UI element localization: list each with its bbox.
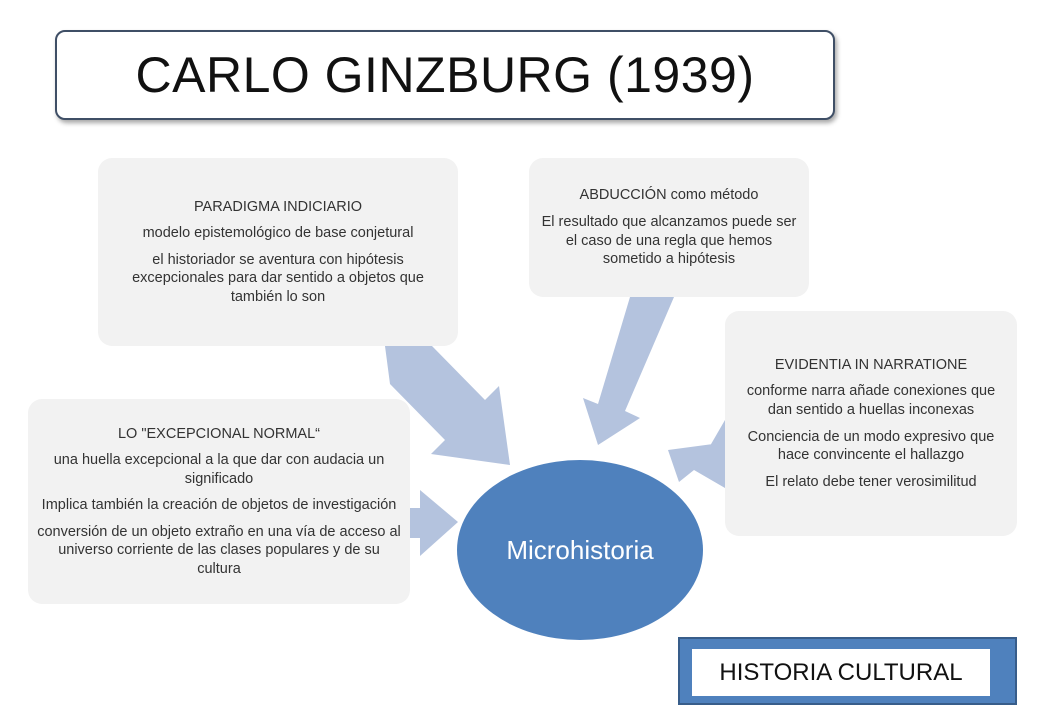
abduccion-line: El resultado que alcanzamos puede ser el caso de una regla que hemos sometido a hipótesis (541, 213, 797, 268)
evidentia-line: Conciencia de un modo expresivo que hace convincente el hallazgo (747, 428, 995, 464)
box-excepcional-normal (28, 399, 410, 604)
evidentia-heading: EVIDENTIA IN NARRATIONE (774, 356, 968, 373)
excepcional-line: conversión de un objeto extraño en una vía de acceso al universo corriente de las clases populares y de su cultura (37, 523, 401, 577)
center-node-microhistoria (457, 460, 703, 640)
excepcional-line: Implica también la creación de objetos de investigación (41, 497, 397, 514)
arrow-evidentia-to-center (668, 420, 725, 488)
paradigma-line: modelo epistemológico de base conjetural (142, 225, 414, 242)
arrow-excepcional-to-center (410, 490, 458, 556)
paradigma-heading: PARADIGMA INDICIARIO (193, 198, 363, 215)
page-title: CARLO GINZBURG (1939) (135, 47, 755, 103)
box-abduccion (529, 158, 809, 297)
footer-badge (692, 649, 990, 696)
paradigma-line: el historiador se aventura con hipótesis excepcionales para dar sentido a objetos que también lo son (132, 251, 424, 305)
evidentia-line: conforme narra añade conexiones que dan sentido a huellas inconexas (746, 383, 996, 418)
evidentia-line: El relato debe tener verosimilitud (765, 473, 977, 490)
box-paradigma-indiciario (98, 158, 458, 346)
arrow-abduccion-to-center (583, 297, 674, 445)
excepcional-heading: LO "EXCEPCIONAL NORMAL“ (117, 425, 321, 442)
box-evidentia-in-narratione (725, 311, 1017, 536)
excepcional-line: una huella excepcional a la que dar con audacia un significado (53, 452, 385, 487)
center-node-label: Microhistoria (506, 534, 654, 565)
abduccion-heading: ABDUCCIÓN como método (579, 187, 759, 204)
footer-badge-label: HISTORIA CULTURAL (719, 658, 963, 686)
